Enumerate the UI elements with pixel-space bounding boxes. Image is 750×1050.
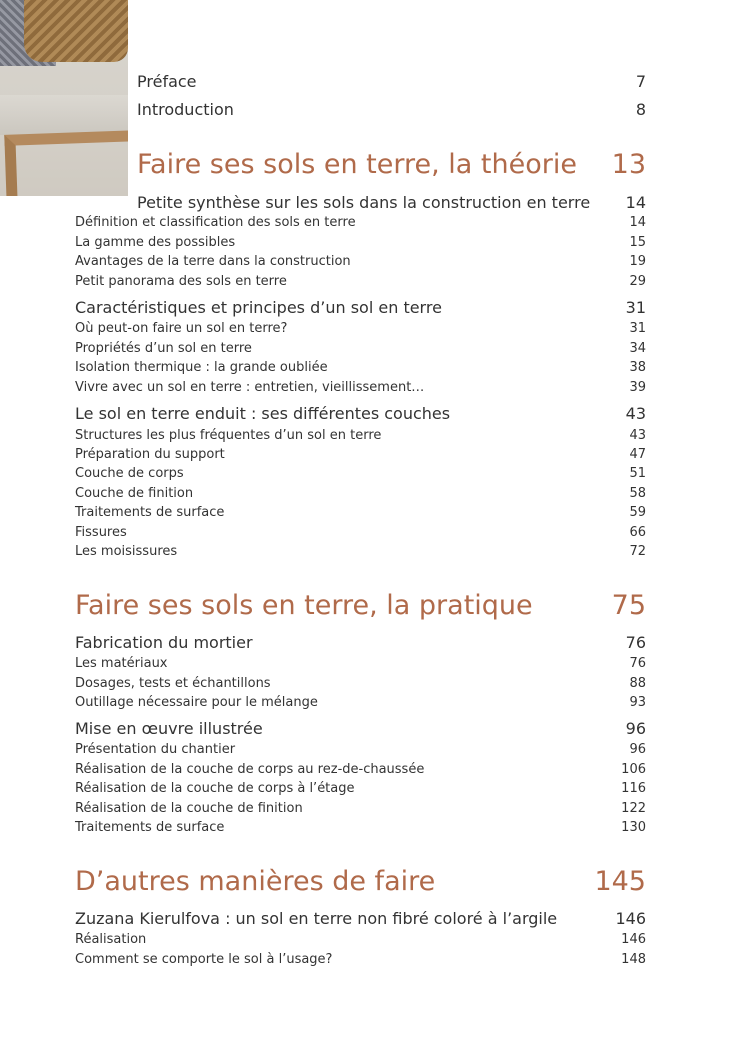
- subsection-page: 19: [629, 254, 646, 269]
- subsection-page: 31: [629, 321, 646, 336]
- toc-entry-preface[interactable]: [137, 72, 646, 91]
- section-title: Fabrication du mortier: [75, 633, 253, 652]
- subsection-page: 59: [629, 505, 646, 520]
- toc-subsection[interactable]: [75, 676, 646, 691]
- toc-section[interactable]: [75, 404, 646, 423]
- toc-subsection[interactable]: [75, 341, 646, 356]
- toc-subsection[interactable]: [75, 466, 646, 481]
- toc-subsection[interactable]: [75, 952, 646, 967]
- section-page: 146: [615, 909, 646, 928]
- subsection-title: Où peut-on faire un sol en terre?: [75, 321, 288, 336]
- toc-subsection[interactable]: [75, 932, 646, 947]
- chapter-title: Faire ses sols en terre, la théorie: [137, 149, 577, 180]
- section-title: Caractéristiques et principes d’un sol en terre: [75, 298, 442, 317]
- subsection-page: 34: [629, 341, 646, 356]
- toc-subsection[interactable]: [75, 486, 646, 501]
- section-title: Le sol en terre enduit : ses différentes couches: [75, 404, 451, 423]
- chapter-title: D’autres manières de faire: [75, 866, 436, 897]
- subsection-page: 148: [621, 952, 646, 967]
- toc-subsection[interactable]: [75, 801, 646, 816]
- subsection-page: 106: [621, 762, 646, 777]
- toc-subsection[interactable]: [75, 428, 646, 443]
- subsection-page: 116: [621, 781, 646, 796]
- subsection-page: 38: [629, 360, 646, 375]
- section-page: 76: [625, 633, 646, 652]
- subsection-page: 58: [629, 486, 646, 501]
- subsection-title: Préparation du support: [75, 447, 225, 462]
- toc-entry-introduction[interactable]: [137, 100, 646, 119]
- section-title: Petite synthèse sur les sols dans la construction en terre: [137, 193, 591, 212]
- subsection-title: Réalisation de la couche de corps à l’étage: [75, 781, 355, 796]
- subsection-title: Petit panorama des sols en terre: [75, 274, 287, 289]
- toc-section[interactable]: [75, 633, 646, 652]
- subsection-title: Les moisissures: [75, 544, 178, 559]
- subsection-title: Réalisation: [75, 932, 147, 947]
- subsection-title: Isolation thermique : la grande oubliée: [75, 360, 328, 375]
- subsection-page: 15: [629, 235, 646, 250]
- section-page: 31: [625, 298, 646, 317]
- subsection-page: 43: [629, 428, 646, 443]
- toc-subsection[interactable]: [75, 254, 646, 269]
- toc-chapter-1[interactable]: [137, 149, 646, 180]
- toc-subsection[interactable]: [75, 447, 646, 462]
- section-page: 14: [625, 193, 646, 212]
- toc-chapter-3[interactable]: [75, 866, 646, 897]
- subsection-page: 96: [629, 742, 646, 757]
- subsection-page: 122: [621, 801, 646, 816]
- subsection-title: Réalisation de la couche de finition: [75, 801, 303, 816]
- toc-subsection[interactable]: [75, 380, 646, 395]
- toc-subsection[interactable]: [75, 742, 646, 757]
- subsection-page: 88: [629, 676, 646, 691]
- toc-subsection[interactable]: [75, 274, 646, 289]
- chapter-title: Faire ses sols en terre, la pratique: [75, 590, 533, 621]
- subsection-page: 66: [629, 525, 646, 540]
- subsection-title: Fissures: [75, 525, 127, 540]
- toc-page: 7: [635, 72, 646, 91]
- toc-subsection[interactable]: [75, 321, 646, 336]
- toc-subsection[interactable]: [75, 695, 646, 710]
- toc-subsection[interactable]: [75, 656, 646, 671]
- toc-section[interactable]: [137, 193, 646, 212]
- subsection-title: Propriétés d’un sol en terre: [75, 341, 252, 356]
- section-page: 43: [625, 404, 646, 423]
- subsection-title: Outillage nécessaire pour le mélange: [75, 695, 318, 710]
- toc-subsection[interactable]: [75, 525, 646, 540]
- subsection-title: Réalisation de la couche de corps au rez-de-chaussée: [75, 762, 425, 777]
- section-page: 96: [625, 719, 646, 738]
- toc-subsection[interactable]: [75, 215, 646, 230]
- chapter-page: 145: [594, 866, 646, 897]
- subsection-title: Couche de finition: [75, 486, 194, 501]
- subsection-page: 39: [629, 380, 646, 395]
- toc-subsection[interactable]: [75, 544, 646, 559]
- subsection-title: Les matériaux: [75, 656, 168, 671]
- subsection-title: Structures les plus fréquentes d’un sol en terre: [75, 428, 382, 443]
- subsection-title: Traitements de surface: [75, 505, 225, 520]
- subsection-title: Vivre avec un sol en terre : entretien, vieillissement…: [75, 380, 425, 395]
- toc-subsection[interactable]: [75, 781, 646, 796]
- subsection-title: Traitements de surface: [75, 820, 225, 835]
- subsection-title: Présentation du chantier: [75, 742, 236, 757]
- toc-page: 8: [635, 100, 646, 119]
- subsection-page: 29: [629, 274, 646, 289]
- subsection-title: Comment se comporte le sol à l’usage?: [75, 952, 333, 967]
- toc-section[interactable]: [75, 909, 646, 928]
- toc-title: Introduction: [137, 100, 234, 119]
- subsection-page: 146: [621, 932, 646, 947]
- section-title: Zuzana Kierulfova : un sol en terre non fibré coloré à l’argile: [75, 909, 558, 928]
- toc-subsection[interactable]: [75, 360, 646, 375]
- subsection-title: Avantages de la terre dans la construction: [75, 254, 351, 269]
- subsection-page: 47: [629, 447, 646, 462]
- subsection-title: Définition et classification des sols en terre: [75, 215, 356, 230]
- toc-title: Préface: [137, 72, 197, 91]
- subsection-page: 72: [629, 544, 646, 559]
- section-title: Mise en œuvre illustrée: [75, 719, 263, 738]
- toc-section[interactable]: [75, 719, 646, 738]
- toc-chapter-2[interactable]: [75, 590, 646, 621]
- toc-subsection[interactable]: [75, 762, 646, 777]
- subsection-page: 51: [629, 466, 646, 481]
- subsection-page: 93: [629, 695, 646, 710]
- subsection-title: Couche de corps: [75, 466, 184, 481]
- subsection-title: La gamme des possibles: [75, 235, 236, 250]
- subsection-page: 76: [629, 656, 646, 671]
- subsection-page: 130: [621, 820, 646, 835]
- chapter-page: 13: [611, 149, 646, 180]
- toc-subsection[interactable]: [75, 820, 646, 835]
- toc-subsection[interactable]: [75, 505, 646, 520]
- subsection-title: Dosages, tests et échantillons: [75, 676, 271, 691]
- chapter-page: 75: [611, 590, 646, 621]
- subsection-page: 14: [629, 215, 646, 230]
- toc-subsection[interactable]: [75, 235, 646, 250]
- toc-section[interactable]: [75, 298, 646, 317]
